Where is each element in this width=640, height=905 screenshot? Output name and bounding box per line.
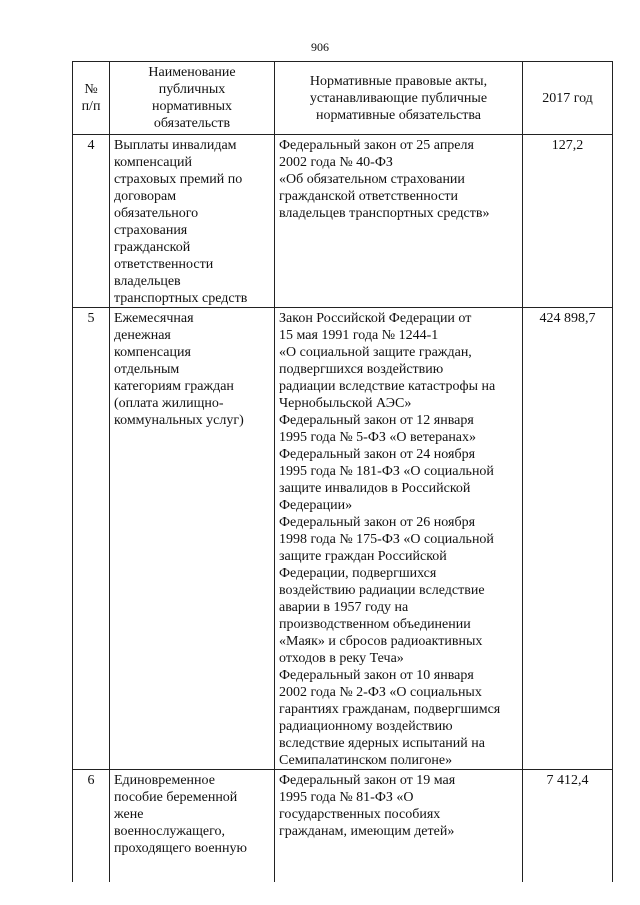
obligation-name: Выплаты инвалидам компенсаций страховых премий по договорам обязательного страхования гражданской ответственности владельцев транспортных средств — [110, 135, 275, 308]
legal-acts: Федеральный закон от 19 мая 1995 года № 81-ФЗ «О государственных пособиях гражданам, имеющим детей» — [275, 770, 523, 883]
row-number: 4 — [73, 135, 110, 308]
header-legal-acts: Нормативные правовые акты, устанавливающие публичные нормативные обязательства — [275, 62, 523, 135]
header-obligation-name: Наименование публичных нормативных обязательств — [110, 62, 275, 135]
obligation-name: Ежемесячная денежная компенсация отдельным категориям граждан (оплата жилищно- коммунальных услуг) — [110, 308, 275, 770]
table-header-row — [73, 62, 613, 135]
amount-2017: 127,2 — [523, 135, 613, 308]
page-number: 906 — [311, 40, 329, 54]
amount-2017: 7 412,4 — [523, 770, 613, 883]
table-row — [73, 135, 613, 308]
legal-acts: Закон Российской Федерации от 15 мая 1991 года № 1244-1 «О социальной защите граждан, подвергшихся воздействию радиации вследствие катастрофы на Чернобыльской АЭС» Федеральный закон от 12 января 1995 года № 5-ФЗ «О ветеранах» Федеральный закон от 24 ноября 1995 года № 181-ФЗ «О социальной защите инвалидов в Российской Федерации» Федеральный закон от 26 ноября 1998 года № 175-ФЗ «О социальной защите граждан Российской Федерации, подвергшихся воздействию радиации вследствие аварии в 1957 году на производственном объединении «Маяк» и сбросов радиоактивных отходов в реку Теча» Федеральный закон от 10 января 2002 года № 2-ФЗ «О социальных гарантиях гражданам, подвергшимся радиационному воздействию вследствие ядерных испытаний на Семипалатинском полигоне» — [275, 308, 523, 770]
amount-2017: 424 898,7 — [523, 308, 613, 770]
row-number: 6 — [73, 770, 110, 883]
obligation-name: Единовременное пособие беременной жене военнослужащего, проходящего военную — [110, 770, 275, 883]
table-row — [73, 770, 613, 883]
row-number: 5 — [73, 308, 110, 770]
header-year-2017: 2017 год — [523, 62, 613, 135]
obligations-table — [72, 61, 613, 882]
legal-acts: Федеральный закон от 25 апреля 2002 года № 40-ФЗ «Об обязательном страховании гражданской ответственности владельцев транспортных средств» — [275, 135, 523, 308]
header-number: № п/п — [73, 62, 110, 135]
table-row — [73, 308, 613, 770]
